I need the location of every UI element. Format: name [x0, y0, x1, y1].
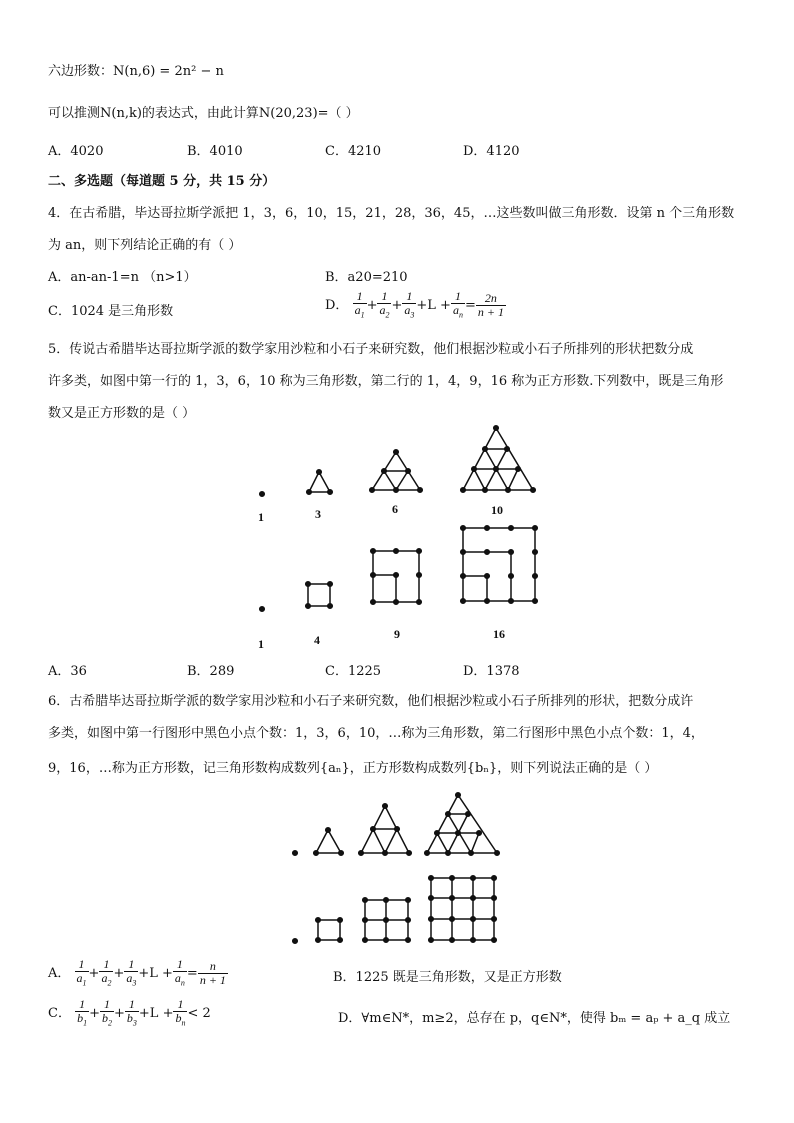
- q6-option-c[interactable]: C． $\frac{1}{b_1}$ + $\frac{1}{b_2}$ + $\frac{1}{b_3}$ +L + $\frac{1}{b_n}$ < 2: [48, 997, 211, 1028]
- inference-line: 可以推测N(n,k)的表达式，由此计算N(20,23)=（ ）: [48, 106, 359, 121]
- q6-option-d[interactable]: D．∀m∈N*，m≥2，总存在 p，q∈N*，使得 bₘ = aₚ + a_q 成立: [338, 1011, 731, 1026]
- equals-sign: =: [186, 966, 198, 982]
- frac-1-a2: $\frac{1}{a_2}$: [379, 289, 390, 320]
- q4-stem-line2: 为 an，则下列结论正确的有（ ）: [48, 238, 242, 253]
- q5-stem-line3: 数又是正方形数的是（ ）: [48, 406, 196, 421]
- fig5-label-bottom-1: 1: [258, 637, 264, 651]
- ellipsis-plus: +L +: [416, 298, 451, 314]
- frac-1-a2: $\frac{1}{a_2}$: [101, 957, 112, 988]
- q3-option-a[interactable]: A．4020: [48, 144, 104, 159]
- q6-option-c-label: C．: [48, 1006, 71, 1022]
- q3-option-b[interactable]: B．4010: [187, 144, 243, 159]
- frac-1-a3: $\frac{1}{a_3}$: [404, 289, 415, 320]
- less-than-2: < 2: [187, 1006, 211, 1022]
- frac-1-a3: $\frac{1}{a_3}$: [126, 957, 137, 988]
- ellipsis-plus: +L +: [138, 1006, 174, 1022]
- q6-stem-line3: 9，16，…称为正方形数，记三角形数构成数列{aₙ}，正方形数构成数列{bₙ}，则下列说法正确的是（ ）: [48, 761, 658, 776]
- fig5-label-bottom-9: 9: [394, 627, 400, 641]
- fig5-label-bottom-4: 4: [314, 633, 320, 647]
- q4-option-d-label: D．: [325, 298, 349, 314]
- frac-1-an: $\frac{1}{a_n}$: [452, 289, 463, 320]
- fig5-label-top-3: 3: [315, 507, 321, 521]
- frac-1-a1: $\frac{1}{a_1}$: [76, 957, 87, 988]
- q6-option-a-label: A．: [48, 966, 71, 982]
- ellipsis-plus: +L +: [138, 966, 173, 982]
- frac-1-b3: $\frac{1}{b_3}$: [126, 997, 137, 1028]
- q3-option-d[interactable]: D．4120: [463, 144, 520, 159]
- q5-option-c[interactable]: C．1225: [325, 664, 382, 679]
- q5-option-b[interactable]: B．289: [187, 664, 235, 679]
- frac-1-a1: $\frac{1}{a_1}$: [354, 289, 365, 320]
- q6-option-a[interactable]: A． $\frac{1}{a_1}$ + $\frac{1}{a_2}$ + $\frac{1}{a_3}$ +L + $\frac{1}{a_n}$ = $\frac{n}{n + 1}$: [48, 957, 226, 988]
- hexagonal-number-line: 六边形数：N(n,6) = 2n² − n: [48, 64, 224, 79]
- q4-option-b[interactable]: B．a20=210: [325, 270, 408, 285]
- section-title: 二、多选题（每道题 5 分，共 15 分）: [48, 174, 276, 189]
- fig5-label-bottom-16: 16: [493, 627, 505, 641]
- q3-option-c[interactable]: C．4210: [325, 144, 382, 159]
- q4-option-a[interactable]: A．an-an-1=n （n>1）: [48, 270, 197, 285]
- fig5-label-top-10: 10: [491, 503, 503, 517]
- frac-1-b2: $\frac{1}{b_2}$: [102, 997, 112, 1028]
- q6-figure: [285, 788, 505, 948]
- q4-option-c[interactable]: C．1024 是三角形数: [48, 304, 174, 319]
- frac-1-an: $\frac{1}{a_n}$: [174, 957, 185, 988]
- q5-figure: [240, 420, 560, 655]
- q6-stem-line2: 多类，如图中第一行图形中黑色小点个数：1，3，6，10，…称为三角形数，第二行图形中黑色小点个数：1，4，: [48, 726, 704, 741]
- q4-stem-line1: 4．在古希腊，毕达哥拉斯学派把 1，3，6，10，15，21，28，36，45，…这些数叫做三角形数．设第 n 个三角形数: [48, 206, 735, 221]
- q5-stem-line2: 许多类，如图中第一行的 1，3，6，10 称为三角形数，第二行的 1，4，9，16 称为正方形数.下列数中，既是三角形: [48, 374, 724, 389]
- q5-option-a[interactable]: A．36: [48, 664, 87, 679]
- equals-sign: =: [464, 298, 476, 314]
- fig5-label-top-1: 1: [258, 510, 264, 524]
- q6-option-b[interactable]: B．1225 既是三角形数，又是正方形数: [333, 970, 562, 985]
- frac-2n-n1: $\frac{2n}{n + 1}$: [477, 291, 504, 320]
- q6-stem-line1: 6．古希腊毕达哥拉斯学派的数学家用沙粒和小石子来研究数，他们根据沙粒或小石子所排列的形状，把数分成许: [48, 694, 694, 709]
- q4-option-d[interactable]: D． $\frac{1}{a_1}$ + $\frac{1}{a_2}$ + $\frac{1}{a_3}$ +L + $\frac{1}{a_n}$ = $\frac{2n}{n + 1}$: [325, 289, 504, 320]
- frac-1-b1: $\frac{1}{b_1}$: [77, 997, 88, 1028]
- frac-n-n1: $\frac{n}{n + 1}$: [199, 959, 226, 988]
- fig5-label-top-6: 6: [392, 502, 398, 516]
- q5-option-d[interactable]: D．1378: [463, 664, 520, 679]
- frac-1-bn: $\frac{1}{b_n}$: [175, 997, 186, 1028]
- q5-stem-line1: 5．传说古希腊毕达哥拉斯学派的数学家用沙粒和小石子来研究数，他们根据沙粒或小石子所排列的形状把数分成: [48, 342, 694, 357]
